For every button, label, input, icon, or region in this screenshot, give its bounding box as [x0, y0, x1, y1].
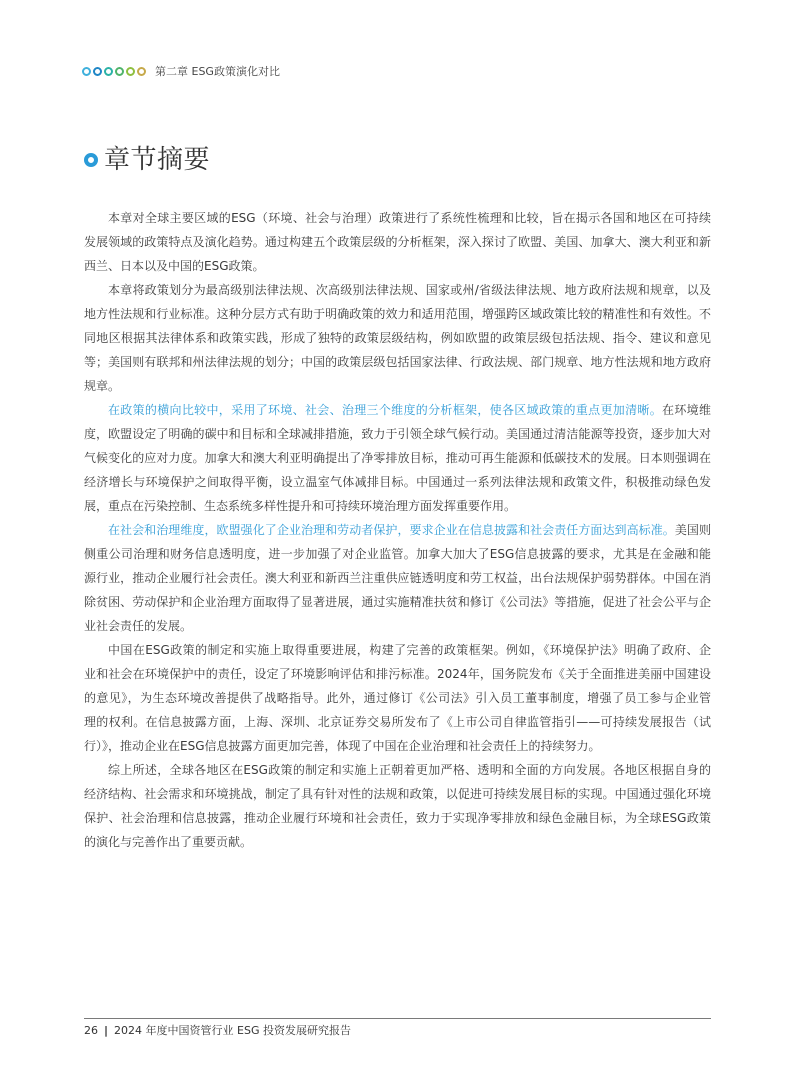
paragraph-line — [84, 302, 711, 326]
paragraph-line — [84, 782, 711, 806]
paragraph-line — [84, 254, 711, 278]
paragraph-line — [84, 686, 711, 710]
body-text: 经济增长与环境保护之间取得平衡，设立温室气体减排目标。中国通过一系列法律法规和政策文件，积极推动绿色发 — [84, 475, 711, 489]
paragraph-line — [84, 470, 711, 494]
paragraph-line — [84, 398, 711, 422]
paragraph — [84, 398, 711, 518]
body-text: 西兰、日本以及中国的ESG政策。 — [84, 259, 265, 273]
body-text: 经济结构、社会需求和环境挑战，制定了具有针对性的法规和政策，以促进可持续发展目标的实现。中国通过强化环境 — [84, 787, 711, 801]
body-text: 美国则 — [674, 523, 711, 537]
paragraph — [84, 278, 711, 398]
body-text: 在环境维 — [662, 403, 711, 417]
paragraph-line — [84, 230, 711, 254]
body-text: 展，重点在污染控制、生态系统多样性提升和可持续环境治理方面发挥重要作用。 — [84, 499, 517, 513]
page-footer — [84, 1023, 351, 1039]
paragraph-line — [84, 278, 711, 302]
highlighted-text: 在社会和治理维度，欧盟强化了企业治理和劳动者保护，要求企业在信息披露和社会责任方面达到高标准。 — [108, 523, 675, 537]
body-text: 理的权利。在信息披露方面，上海、深圳、北京证券交易所发布了《上市公司自律监管指引——可持续发展报告（试 — [84, 715, 711, 729]
paragraph-line — [84, 758, 711, 782]
highlighted-text: 在政策的横向比较中，采用了环境、社会、治理三个维度的分析框架，使各区域政策的重点更加清晰。 — [108, 403, 663, 417]
paragraph-line — [84, 710, 711, 734]
footer-divider — [84, 1018, 711, 1019]
body-text: 行）》，推动企业在ESG信息披露方面更加完善，体现了中国在企业治理和社会责任上的持续努力。 — [84, 739, 601, 753]
ring-bullet-icon — [84, 153, 98, 167]
body-text: 中国在ESG政策的制定和实施上取得重要进展，构建了完善的政策框架。例如，《环境保护法》明确了政府、企 — [108, 643, 711, 657]
body-text: 发展领域的政策特点及演化趋势。通过构建五个政策层级的分析框架，深入探讨了欧盟、美国、加拿大、澳大利亚和新 — [84, 235, 711, 249]
body-text: 规章。 — [84, 379, 121, 393]
body-text: 地方性法规和行业标准。这种分层方式有助于明确政策的效力和适用范围，增强跨区域政策比较的精准性和有效性。不 — [84, 307, 711, 321]
paragraph-line — [84, 806, 711, 830]
body-text: 侧重公司治理和财务信息透明度，进一步加强了对企业监管。加拿大加大了ESG信息披露的要求，尤其是在金融和能 — [84, 547, 711, 561]
paragraph-line — [84, 206, 711, 230]
header-dot-icon — [137, 67, 146, 76]
paragraph-line — [84, 374, 711, 398]
body-text: 本章将政策划分为最高级别法律法规、次高级别法律法规、国家或州/省级法律法规、地方政府法规和规章，以及 — [108, 283, 711, 297]
body-text: 综上所述，全球各地区在ESG政策的制定和实施上正朝着更加严格、透明和全面的方向发展。各地区根据自身的 — [108, 763, 711, 777]
paragraph — [84, 206, 711, 278]
body-text: 业社会责任的发展。 — [84, 619, 193, 633]
body-text: 度，欧盟设定了明确的碳中和目标和全球减排措施，致力于引领全球气候行动。美国通过清洁能源等投资，逐步加大对 — [84, 427, 711, 441]
body-text: 的意见》，为生态环境改善提供了战略指导。此外，通过修订《公司法》引入员工董事制度，增强了员工参与企业管 — [84, 691, 711, 705]
summary-body — [84, 206, 711, 854]
paragraph-line — [84, 590, 711, 614]
paragraph-line — [84, 662, 711, 686]
paragraph-line — [84, 638, 711, 662]
paragraph-line — [84, 542, 711, 566]
header-dot-icon — [82, 67, 91, 76]
header-dot-icon — [104, 67, 113, 76]
paragraph — [84, 758, 711, 854]
paragraph-line — [84, 566, 711, 590]
body-text: 源行业，推动企业履行社会责任。澳大利亚和新西兰注重供应链透明度和劳工权益，出台法规保护弱势群体。中国在消 — [84, 571, 711, 585]
header-dot-icon — [93, 67, 102, 76]
body-text: 本章对全球主要区域的ESG（环境、社会与治理）政策进行了系统性梳理和比较，旨在揭示各国和地区在可持续 — [108, 211, 711, 225]
header-dot-icon — [126, 67, 135, 76]
paragraph — [84, 638, 711, 758]
paragraph-line — [84, 830, 711, 854]
body-text: 业和社会在环境保护中的责任，设定了环境影响评估和排污标准。2024年，国务院发布《关于全面推进美丽中国建设 — [84, 667, 711, 681]
body-text: 同地区根据其法律体系和政策实践，形成了独特的政策层级结构，例如欧盟的政策层级包括法规、指令、建议和意见 — [84, 331, 711, 345]
paragraph-line — [84, 422, 711, 446]
body-text: 气候变化的应对力度。加拿大和澳大利亚明确提出了净零排放目标，推动可再生能源和低碳技术的发展。日本则强调在 — [84, 451, 711, 465]
report-title: 2024 年度中国资管行业 ESG 投资发展研究报告 — [114, 1024, 351, 1037]
paragraph-line — [84, 518, 711, 542]
running-header-chapter: 第二章 ESG政策演化对比 — [155, 65, 280, 78]
footer-separator: | — [104, 1024, 109, 1037]
paragraph-line — [84, 350, 711, 374]
section-title: 章节摘要 — [104, 145, 211, 175]
body-text: 保护、社会治理和信息披露，推动企业履行环境和社会责任，致力于实现净零排放和绿色金融目标，为全球ESG政策 — [84, 811, 711, 825]
body-text: 除贫困、劳动保护和企业治理方面取得了显著进展，通过实施精准扶贫和修订《公司法》等措施，促进了社会公平与企 — [84, 595, 711, 609]
body-text: 等；美国则有联邦和州法律法规的划分；中国的政策层级包括国家法律、行政法规、部门规章、地方性法规和地方政府 — [84, 355, 711, 369]
body-text: 的演化与完善作出了重要贡献。 — [84, 835, 253, 849]
paragraph-line — [84, 614, 711, 638]
paragraph-line — [84, 494, 711, 518]
paragraph-line — [84, 446, 711, 470]
paragraph-line — [84, 734, 711, 758]
header-dot-icon — [115, 67, 124, 76]
paragraph-line — [84, 326, 711, 350]
chapter-dots-decoration — [82, 67, 146, 76]
paragraph — [84, 518, 711, 638]
page-number: 26 — [84, 1024, 98, 1037]
